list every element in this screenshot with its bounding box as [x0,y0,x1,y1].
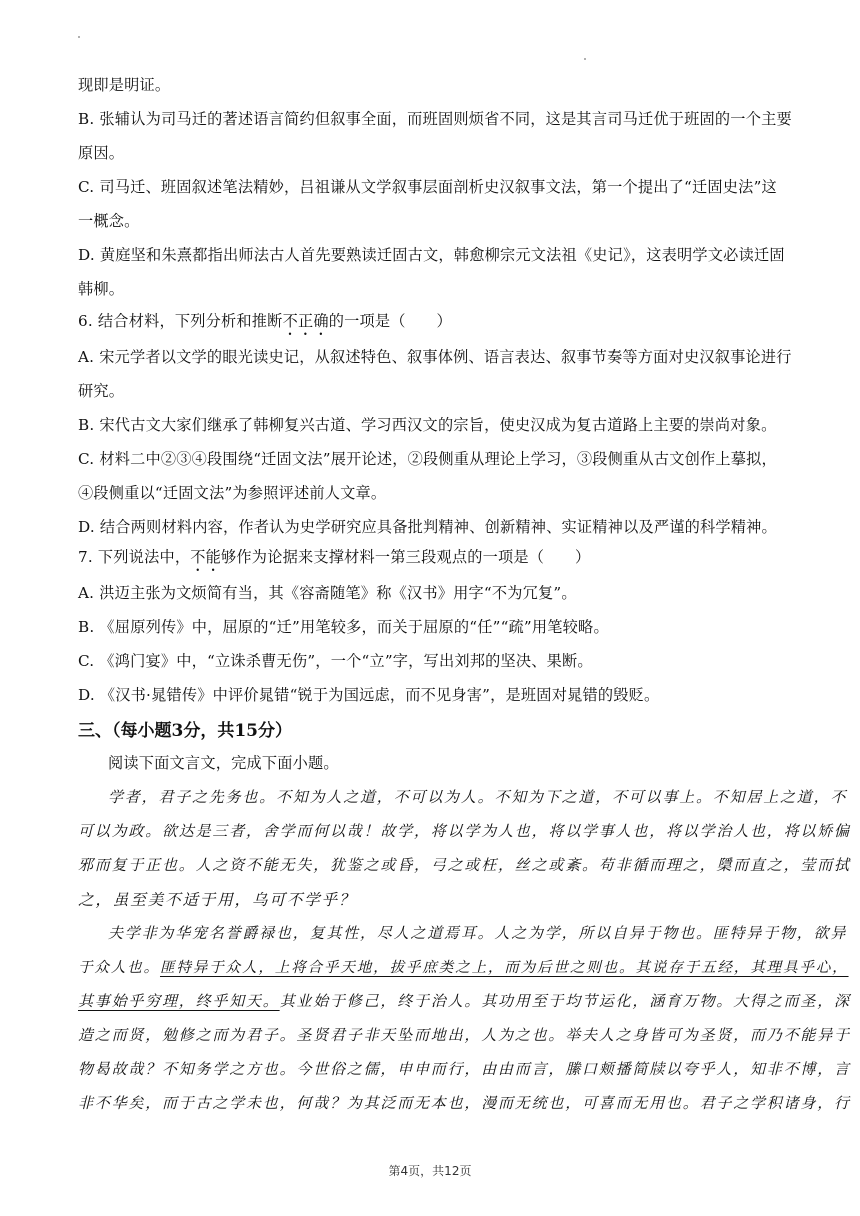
option-d-q5: D. 黄庭坚和朱熹都指出师法古人首先要熟读迁固古文，韩愈柳宗元文法祖《史记》，这表明学文必读迁固 [78,246,785,264]
section-instruction: 阅读下面文言文，完成下面小题。 [108,754,339,772]
emphasis-not-correct: 不正确 [282,312,329,330]
passage-line: 物曷故哉？不知务学之方也。今世俗之儒，申申而行，由由而言，縢口颊播简牍以夸乎人，知非不博，言 [78,1060,851,1078]
underlined-sentence: 其事始乎穷理，终乎知天。 [78,992,280,1010]
option-b-q6: B. 宋代古文大家们继承了韩柳复兴古道、学习西汉文的宗旨，使史汉成为复古道路上主要的崇尚对象。 [78,416,777,434]
option-b-q5: B. 张辅认为司马迁的著述语言简约但叙事全面，而班固则烦省不同，这是其言司马迁优于班固的一个主要 [78,110,792,128]
text-line: 现即是明证。 [78,76,171,94]
passage-line: 可以为政。欲达是三者，舍学而何以哉！故学，将以学为人也，将以学事人也，将以学治人也，将以矫偏 [78,822,851,840]
underlined-sentence: 匪特异于众人，上将合乎天地，拔乎庶类之上，而为后世之则也。其说存于五经，其理具乎心， [159,959,849,976]
scan-speck [584,58,586,60]
passage-line: 邪而复于正也。人之资不能无失，犹鉴之或昏，弓之或枉，丝之或紊。苟非循而理之，檃而直之，莹而拭 [78,856,851,874]
scan-speck [78,36,80,38]
option-c-q6: C. 材料二中②③④段围绕“迁固文法”展开论述，②段侧重从理论上学习，③段侧重从古文创作上摹拟， [78,450,777,468]
passage-line: 学者，君子之先务也。不知为人之道，不可以为人。不知为下之道，不可以事上。不知居上之道，不 [108,788,848,806]
option-b-q7: B. 《屈原列传》中，屈原的“迁”用笔较多，而关于屈原的“任”“疏”用笔较略。 [78,618,609,636]
option-c-q7: C. 《鸿门宴》中，“立诛杀曹无伤”，一个“立”字，写出刘邦的坚决、果断。 [78,652,593,670]
option-c-q5: C. 司马迁、班固叙述笔法精妙，吕祖谦从文学叙事层面剖析史汉叙事文法，第一个提出了“迁固史法”这 [78,178,777,196]
emphasis-cannot: 不能 [190,548,222,566]
passage-line: 造之而贤，勉修之而为君子。圣贤君子非天坠而地出，人为之也。举夫人之身皆可为圣贤，而乃不能异于 [78,1026,851,1044]
option-d-q6: D. 结合两则材料内容，作者认为史学研究应具备批判精神、创新精神、实证精神以及严谨的科学精神。 [78,518,777,536]
text-line: ④段侧重以“迁固文法”为参照评述前人文章。 [78,484,387,502]
passage-line: 非不华矣，而于古之学未也，何哉？为其泛而无本也，漫而无统也，可喜而无用也。君子之学积诸身，行 [78,1094,851,1112]
option-a-q7: A. 洪迈主张为文烦简有当，其《容斋随笔》称《汉书》用字“不为冗复”。 [78,584,577,602]
text-line: 原因。 [78,144,125,162]
question-6: 6. 结合材料，下列分析和推断不正确的一项是（ ） [78,312,452,330]
passage-line: 夫学非为华宠名誉爵禄也，复其性，尽人之道焉耳。人之为学，所以自异于物也。匪特异于物，欲异 [108,924,848,942]
option-a-q6: A. 宋元学者以文学的眼光读史记，从叙述特色、叙事体例、语言表达、叙事节奏等方面对史汉叙事论进行 [78,348,792,366]
text-line: 一概念。 [78,212,140,230]
text-line: 研究。 [78,382,125,400]
passage-line: 其事始乎穷理，终乎知天。其业始于修己，终于治人。其功用至于均节运化，涵育万物。大得之而圣，深 [78,992,851,1010]
option-d-q7: D. 《汉书·晁错传》中评价晁错“锐于为国远虑，而不见身害”，是班固对晁错的毁贬。 [78,686,660,704]
passage-line: 于众人也。匪特异于众人，上将合乎天地，拔乎庶类之上，而为后世之则也。其说存于五经，其理具乎心， [78,959,849,976]
page-footer: 第4页，共12页 [388,1164,472,1178]
passage-line: 之，虽至美不适于用，乌可不学乎？ [78,891,357,909]
section-heading: 三、（每小题3分，共15分） [78,721,292,741]
question-7: 7. 下列说法中，不能够作为论据来支撑材料一第三段观点的一项是（ ） [78,548,591,566]
text-line: 韩柳。 [78,280,125,298]
